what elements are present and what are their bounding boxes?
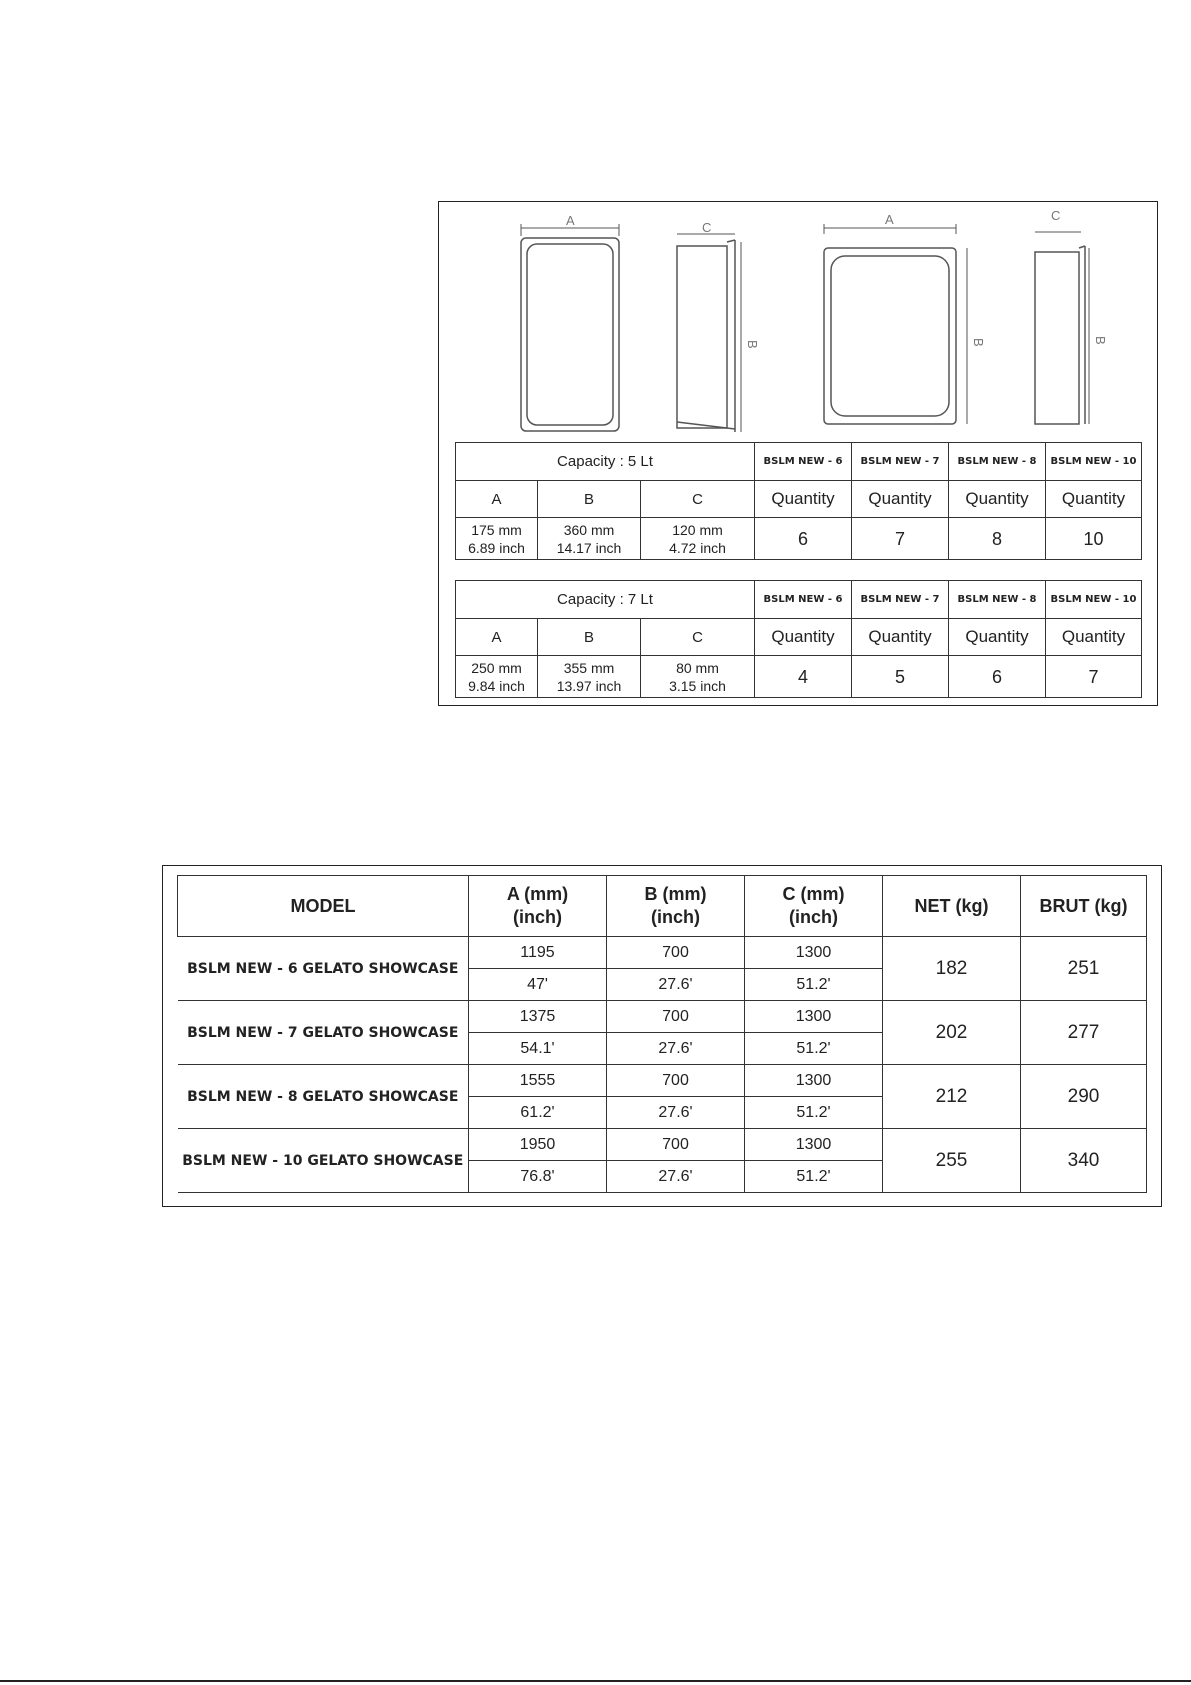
b-column-header: [607, 876, 745, 937]
quantity-value: 5: [852, 656, 949, 698]
dimension-c-label-2: C: [1051, 208, 1061, 223]
net-weight: 182: [883, 937, 1021, 1001]
a-inch-value: 54.1': [469, 1033, 607, 1065]
model-header: BSLM NEW - 8: [949, 443, 1046, 481]
dimension-mm: 355 mm: [563, 659, 615, 676]
c-mm-value: 1300: [745, 1129, 883, 1161]
b-inch-value: 27.6': [607, 1161, 745, 1193]
model-name: BSLM NEW - 6 GELATO SHOWCASE: [178, 937, 469, 1001]
quantity-value: 8: [949, 518, 1046, 560]
net-weight: 202: [883, 1001, 1021, 1065]
dimension-value: [538, 656, 641, 698]
dimension-a-label: A: [566, 213, 575, 228]
pan-7lt-side-drawing: [1035, 232, 1089, 424]
dimension-value: [456, 518, 538, 560]
b-mm-value: 700: [607, 937, 745, 969]
dimension-letter: B: [538, 481, 641, 518]
quantity-value: 7: [852, 518, 949, 560]
quantity-value: 6: [755, 518, 852, 560]
page-footer-rule: [0, 1680, 1191, 1682]
c-mm-value: 1300: [745, 1065, 883, 1097]
table-row: [178, 1065, 1147, 1097]
brut-weight: 277: [1021, 1001, 1147, 1065]
dimension-value: [641, 518, 755, 560]
b-mm-header: B (mm): [644, 884, 707, 904]
model-header: BSLM NEW - 6: [755, 443, 852, 481]
a-mm-value: 1195: [469, 937, 607, 969]
pan-7lt-front-drawing: [824, 224, 967, 424]
quantity-value: 10: [1046, 518, 1142, 560]
b-inch-header: (inch): [651, 907, 700, 927]
capacity-5lt-table: [455, 442, 1142, 560]
dimension-b-label-3: B: [1093, 336, 1108, 345]
model-column-header: MODEL: [178, 876, 469, 937]
table-row: [178, 1129, 1147, 1161]
c-mm-header: C (mm): [782, 884, 845, 904]
model-spec-table: [177, 875, 1147, 1193]
pan-5lt-front-drawing: [521, 224, 619, 431]
dimension-mm: 120 mm: [672, 521, 723, 538]
brut-weight: 340: [1021, 1129, 1147, 1193]
brut-weight: 290: [1021, 1065, 1147, 1129]
dimension-mm: 80 mm: [676, 659, 719, 676]
dimension-inch: 14.17 inch: [556, 539, 622, 556]
dimension-inch: 13.97 inch: [556, 677, 622, 694]
pan-5lt-side-drawing: [677, 234, 741, 432]
model-header: BSLM NEW - 7: [852, 443, 949, 481]
b-inch-value: 27.6': [607, 969, 745, 1001]
c-mm-value: 1300: [745, 1001, 883, 1033]
dimension-letter: A: [456, 481, 538, 518]
dimension-inch: 6.89 inch: [468, 539, 525, 556]
a-mm-value: 1555: [469, 1065, 607, 1097]
a-inch-value: 61.2': [469, 1097, 607, 1129]
a-inch-value: 47': [469, 969, 607, 1001]
brut-weight: 251: [1021, 937, 1147, 1001]
dimension-mm: 250 mm: [471, 659, 522, 676]
quantity-label: Quantity: [852, 619, 949, 656]
a-mm-value: 1950: [469, 1129, 607, 1161]
dimension-value: [456, 656, 538, 698]
model-header: BSLM NEW - 8: [949, 581, 1046, 619]
capacity-label: Capacity : 7 Lt: [456, 581, 755, 619]
pan-dimensions-figure: [438, 201, 1158, 706]
net-weight: 212: [883, 1065, 1021, 1129]
capacity-label: Capacity : 5 Lt: [456, 443, 755, 481]
quantity-label: Quantity: [1046, 619, 1142, 656]
c-inch-value: 51.2': [745, 969, 883, 1001]
dimension-inch: 4.72 inch: [669, 539, 726, 556]
c-column-header: [745, 876, 883, 937]
capacity-7lt-table: [455, 580, 1142, 698]
model-header: BSLM NEW - 6: [755, 581, 852, 619]
c-inch-value: 51.2': [745, 1161, 883, 1193]
quantity-label: Quantity: [755, 619, 852, 656]
dimension-b-label: B: [745, 340, 760, 349]
dimension-letter: C: [641, 481, 755, 518]
net-weight: 255: [883, 1129, 1021, 1193]
b-mm-value: 700: [607, 1129, 745, 1161]
dimension-inch: 9.84 inch: [468, 677, 525, 694]
b-inch-value: 27.6': [607, 1033, 745, 1065]
net-column-header: NET (kg): [883, 876, 1021, 937]
model-header: BSLM NEW - 10: [1046, 581, 1142, 619]
c-inch-value: 51.2': [745, 1097, 883, 1129]
model-header: BSLM NEW - 7: [852, 581, 949, 619]
model-name: BSLM NEW - 8 GELATO SHOWCASE: [178, 1065, 469, 1129]
b-inch-value: 27.6': [607, 1097, 745, 1129]
a-inch-header: (inch): [513, 907, 562, 927]
b-mm-value: 700: [607, 1001, 745, 1033]
table-row: [178, 937, 1147, 969]
dimension-c-label: C: [702, 220, 712, 235]
quantity-value: 7: [1046, 656, 1142, 698]
brut-column-header: BRUT (kg): [1021, 876, 1147, 937]
dimension-mm: 175 mm: [471, 521, 522, 538]
dimension-value: [538, 518, 641, 560]
model-name: BSLM NEW - 7 GELATO SHOWCASE: [178, 1001, 469, 1065]
a-inch-value: 76.8': [469, 1161, 607, 1193]
quantity-label: Quantity: [1046, 481, 1142, 518]
quantity-label: Quantity: [852, 481, 949, 518]
b-mm-value: 700: [607, 1065, 745, 1097]
quantity-label: Quantity: [755, 481, 852, 518]
dimension-letter: A: [456, 619, 538, 656]
a-mm-value: 1375: [469, 1001, 607, 1033]
dimension-value: [641, 656, 755, 698]
dimension-b-label-2: B: [971, 338, 986, 347]
a-mm-header: A (mm): [506, 884, 569, 904]
c-inch-header: (inch): [789, 907, 838, 927]
c-inch-value: 51.2': [745, 1033, 883, 1065]
c-mm-value: 1300: [745, 937, 883, 969]
quantity-value: 6: [949, 656, 1046, 698]
dimension-letter: C: [641, 619, 755, 656]
dimension-letter: B: [538, 619, 641, 656]
quantity-value: 4: [755, 656, 852, 698]
quantity-label: Quantity: [949, 481, 1046, 518]
a-column-header: [469, 876, 607, 937]
quantity-label: Quantity: [949, 619, 1046, 656]
dimension-inch: 3.15 inch: [669, 677, 726, 694]
table-row: [178, 1001, 1147, 1033]
dimension-mm: 360 mm: [563, 521, 615, 538]
model-name: BSLM NEW - 10 GELATO SHOWCASE: [178, 1129, 469, 1193]
dimension-a-label-2: A: [885, 212, 894, 227]
model-spec-frame: [162, 865, 1162, 1207]
pan-drawings: [439, 202, 1159, 442]
model-header: BSLM NEW - 10: [1046, 443, 1142, 481]
